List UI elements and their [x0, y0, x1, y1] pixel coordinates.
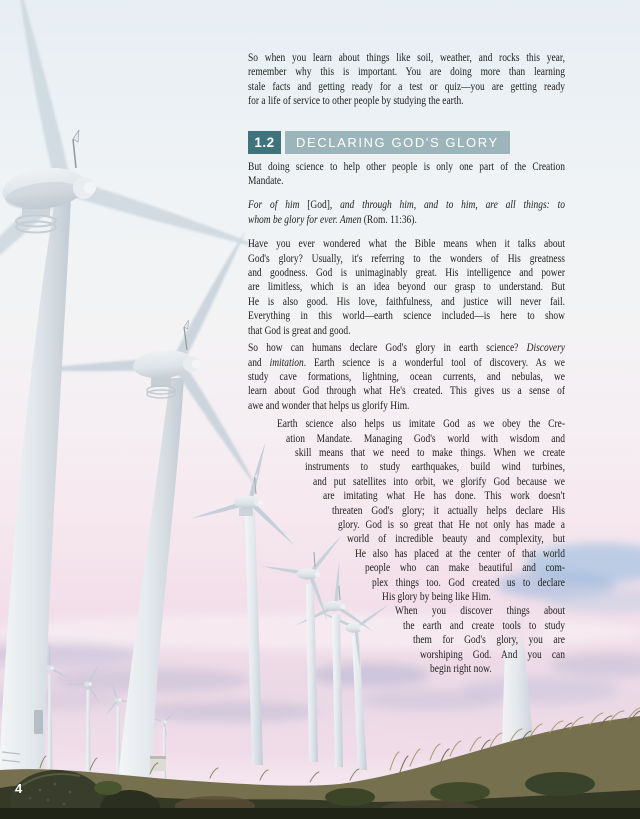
body-text: [248, 50, 565, 675]
service-paragraph: So when you learn about things like soil, weather, and rocks this year, remember why this is important. You are doing more than learning stale facts and getting ready for a test or quiz—you are getting ready for a life of service to other people by studying the earth.: [248, 50, 565, 108]
imitate-god-paragraph: Earth science also helps us imitate God as we obey the Cre- ation Mandate. Managing God's world with wisdom and skill means that we need to make things. When we create instruments to study earthquakes, build wind turbines, and put satellites into orbit, we glorify God because we are imitating what He has done. This work doesn't threaten God's glory; it actually helps declare His glory. God is so great that He not only has made a world of incredible beauty and complexity, but He also has placed at the center of that world people who can make beautiful and com- plex things too. God created us to declare His glory by being like Him.: [276, 416, 565, 603]
scripture-quote: For of him [God], and through him, and to him, are all things: to whom be glory for ever. Amen (Rom. 11:36).: [248, 197, 565, 226]
discovery-imitation-paragraph: So how can humans declare God's glory in earth science? Discovery and imitation. Earth science is a wonderful tool of discovery. As we study cave formations, lightning, ocean currents, and nebulas, we learn about God through what He's created. This gives us a sense of awe and wonder that helps us glorify Him.: [248, 340, 565, 412]
worship-paragraph: When you discover things about the earth and create tools to study them for God's glory, you are worshiping God. And you can begin right now.: [395, 603, 565, 676]
gods-glory-paragraph: Have you ever wondered what the Bible means when it talks about God's glory? Usually, it's referring to the wonders of His greatness and goodness. God is unimaginably great. His intelligence and power are limitless, which is an idea beyond our grasp to understand. But He is also good. His love, faithfulness, and justice will never fail. Everything in this world—earth science included—is here to show that God is great and good.: [248, 236, 565, 337]
section-title: DECLARING GOD'S GLORY: [285, 131, 510, 154]
creation-mandate-paragraph: But doing science to help other people is only one part of the Creation Mandate.: [248, 158, 565, 188]
section-number-badge: 1.2: [248, 131, 281, 154]
page-number: 4: [15, 781, 23, 796]
